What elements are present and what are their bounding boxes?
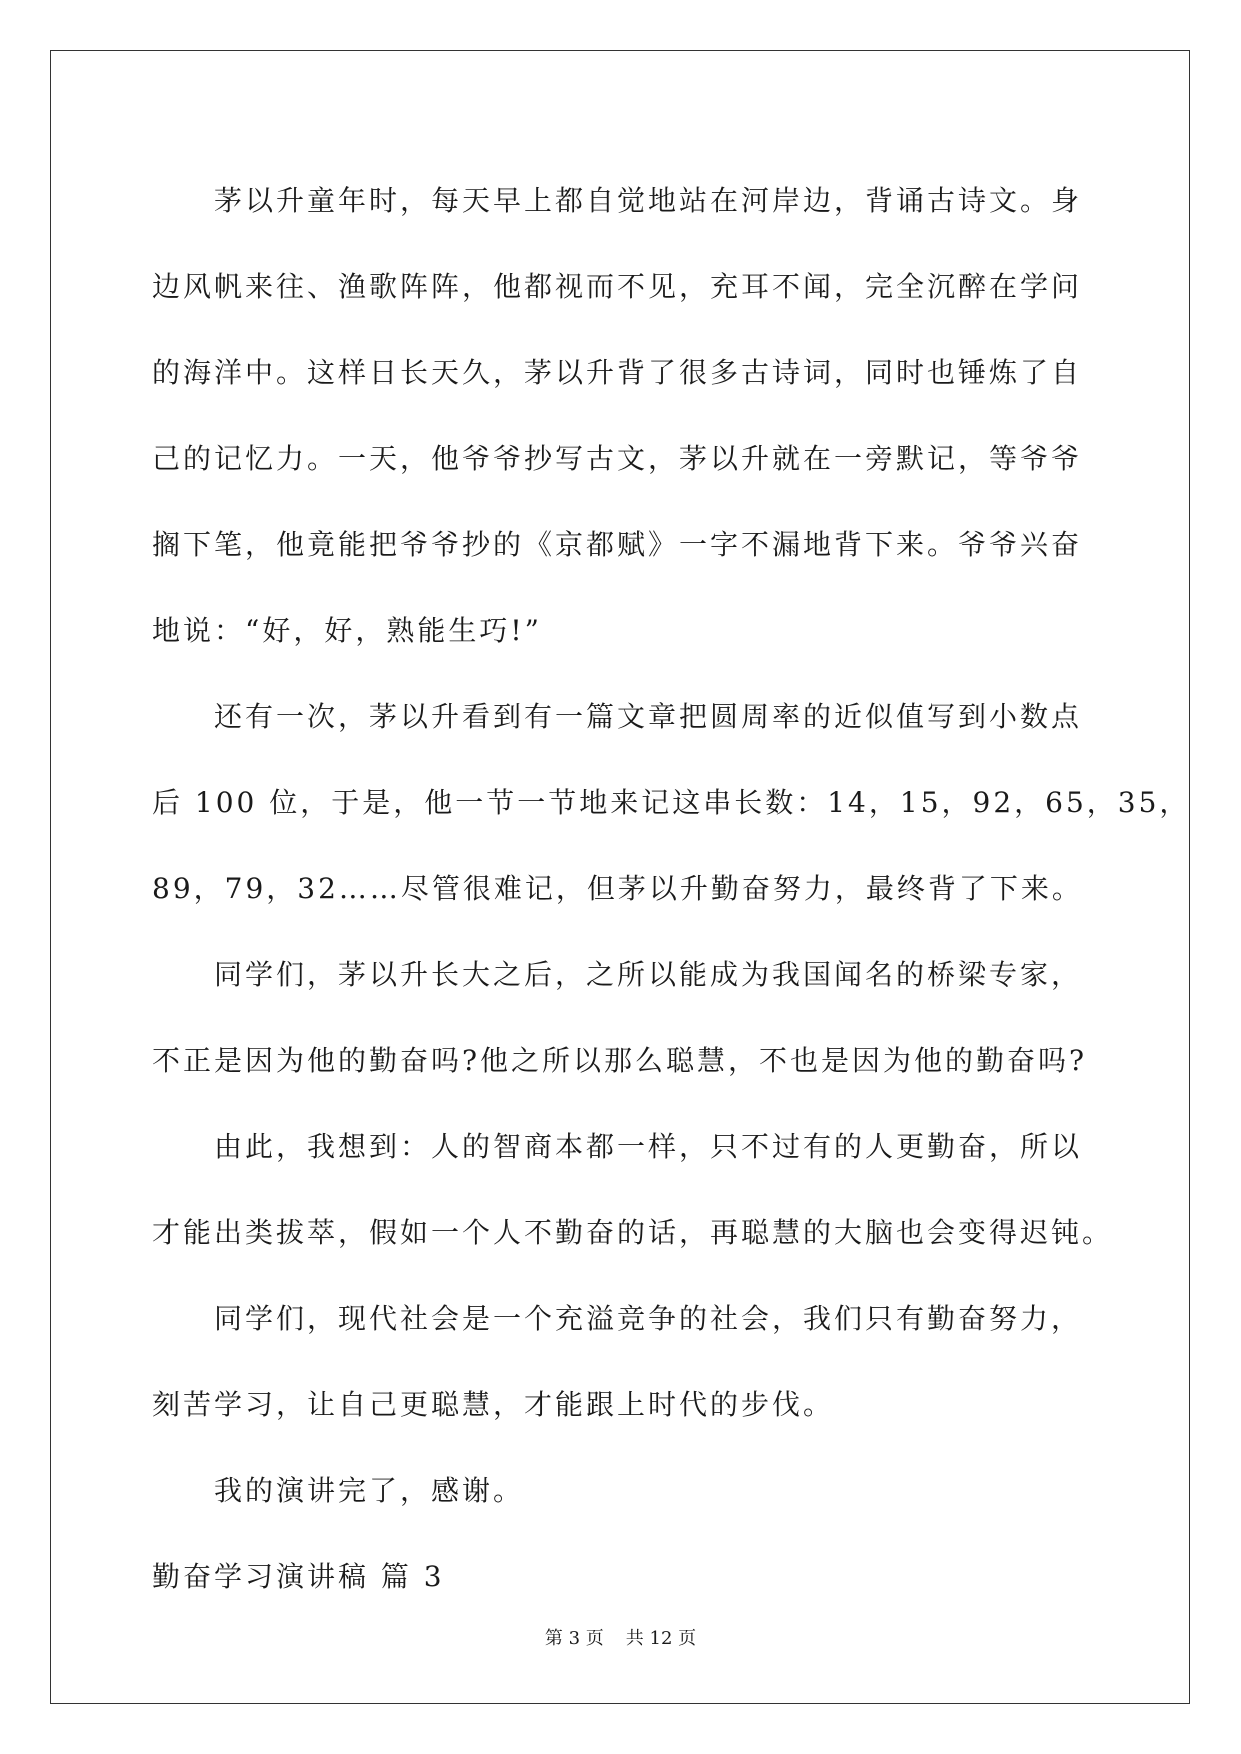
text-line: 才能出类拔萃，假如一个人不勤奋的话，再聪慧的大脑也会变得迟钝。 [152, 1216, 1114, 1249]
paragraph-pi-memorization [152, 674, 1191, 932]
text-line: 后 100 位，于是，他一节一节地来记这串长数：14，15，92，65，35， [152, 786, 1191, 819]
page-number: 第 3 页 [544, 1628, 604, 1649]
text-line: 边风帆来往、渔歌阵阵，他都视而不见，充耳不闻，完全沉醉在学问 [152, 270, 1083, 303]
text-line: 的海洋中。这样日长天久，茅以升背了很多古诗词，同时也锤炼了自 [152, 356, 1083, 389]
document-body [152, 158, 1191, 1620]
text-line: 刻苦学习，让自己更聪慧，才能跟上时代的步伐。 [152, 1388, 835, 1421]
text-line: 89，79，32……尽管很难记，但茅以升勤奋努力，最终背了下来。 [152, 872, 1083, 905]
paragraph-intelligence [152, 1104, 1114, 1276]
text-line: 地说：“好，好，熟能生巧!” [152, 614, 542, 647]
section-heading: 勤奋学习演讲稿 篇 3 [152, 1560, 445, 1593]
page-total: 共 12 页 [625, 1628, 697, 1649]
paragraph-modern-society [152, 1276, 1092, 1448]
page-footer [0, 1624, 1241, 1650]
text-line: 还有一次，茅以升看到有一篇文章把圆周率的近似值写到小数点 [214, 700, 1083, 733]
paragraph-closing [152, 1448, 1092, 1534]
text-line: 同学们，茅以升长大之后，之所以能成为我国闻名的桥梁专家， [214, 958, 1083, 991]
text-line: 不正是因为他的勤奋吗?他之所以那么聪慧，不也是因为他的勤奋吗? [152, 1044, 1088, 1077]
text-line: 搁下笔，他竟能把爷爷抄的《京都赋》一字不漏地背下来。爷爷兴奋 [152, 528, 1083, 561]
paragraph-bridge-expert [152, 932, 1092, 1104]
text-line: 同学们，现代社会是一个充溢竞争的社会，我们只有勤奋努力， [214, 1302, 1083, 1335]
paragraph-childhood-study [152, 158, 1092, 674]
text-line: 我的演讲完了，感谢。 [214, 1474, 525, 1507]
text-line: 茅以升童年时，每天早上都自觉地站在河岸边，背诵古诗文。身 [214, 184, 1083, 217]
text-line: 由此，我想到：人的智商本都一样，只不过有的人更勤奋，所以 [214, 1130, 1083, 1163]
text-line: 己的记忆力。一天，他爷爷抄写古文，茅以升就在一旁默记，等爷爷 [152, 442, 1083, 475]
